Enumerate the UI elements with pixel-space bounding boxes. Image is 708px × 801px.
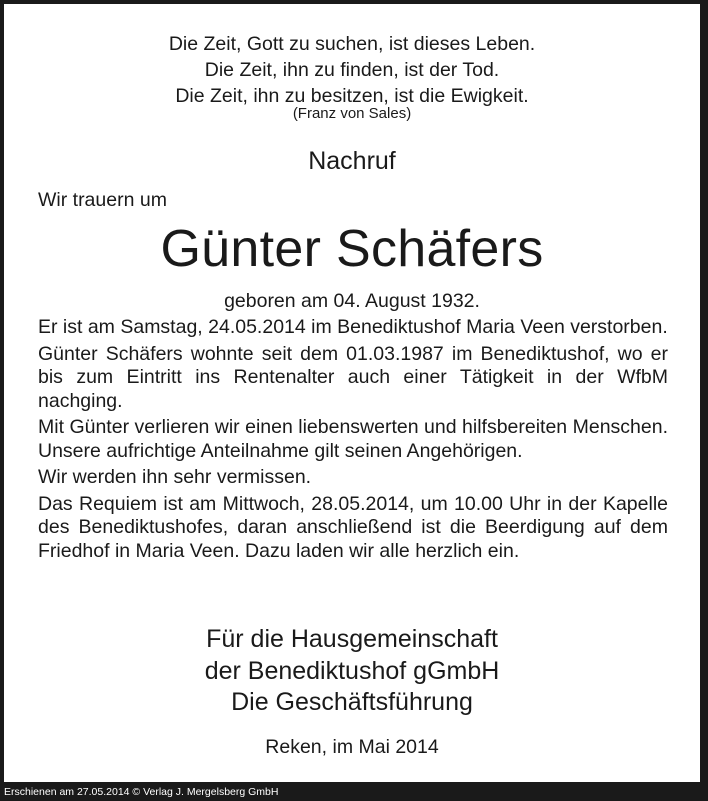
paragraph: Mit Günter verlieren wir einen liebenswerten und hilfsbereiten Menschen. Unsere aufrichtige Anteilnahme gilt seinen Angehörigen. — [38, 416, 668, 462]
deceased-name: Günter Schäfers — [160, 220, 544, 278]
paragraph: Das Requiem ist am Mittwoch, 28.05.2014, um 10.00 Uhr in der Kapelle des Benediktushofes, daran anschließend ist die Beerdigung auf dem Friedhof in Maria Veen. Dazu laden wir alle herzlich ein. — [38, 492, 668, 562]
quote-block — [4, 31, 700, 109]
signature-block — [4, 624, 700, 719]
heading: Nachruf — [308, 147, 396, 175]
quote-source: (Franz von Sales) — [292, 105, 412, 122]
intro-text: Wir trauern um — [38, 189, 167, 211]
paragraph: Günter Schäfers wohnte seit dem 01.03.1987 im Benediktushof, wo er bis zum Eintritt ins Rentenalter auch einer Tätigkeit in der WfbM nachging. — [38, 342, 668, 412]
signature-line: Für die Hausgemeinschaft — [206, 625, 498, 653]
place-date: Reken, im Mai 2014 — [265, 736, 439, 758]
quote-line: Die Zeit, ihn zu finden, ist der Tod. — [204, 59, 500, 81]
publication-footer: Erschienen am 27.05.2014 © Verlag J. Mergelsberg GmbH — [4, 786, 279, 798]
paragraph: Er ist am Samstag, 24.05.2014 im Benediktushof Maria Veen verstorben. — [38, 316, 668, 338]
paragraph: Wir werden ihn sehr vermissen. — [38, 466, 312, 488]
quote-line: Die Zeit, ihn zu besitzen, ist die Ewigkeit. — [175, 85, 529, 107]
obituary-notice — [4, 4, 700, 782]
signature-line: der Benediktushof gGmbH — [204, 656, 500, 685]
body-text — [38, 316, 668, 566]
signature-line: Die Geschäftsführung — [231, 688, 473, 716]
birth-date: geboren am 04. August 1932. — [224, 290, 480, 312]
quote-line: Die Zeit, Gott zu suchen, ist dieses Leben. — [168, 33, 536, 55]
